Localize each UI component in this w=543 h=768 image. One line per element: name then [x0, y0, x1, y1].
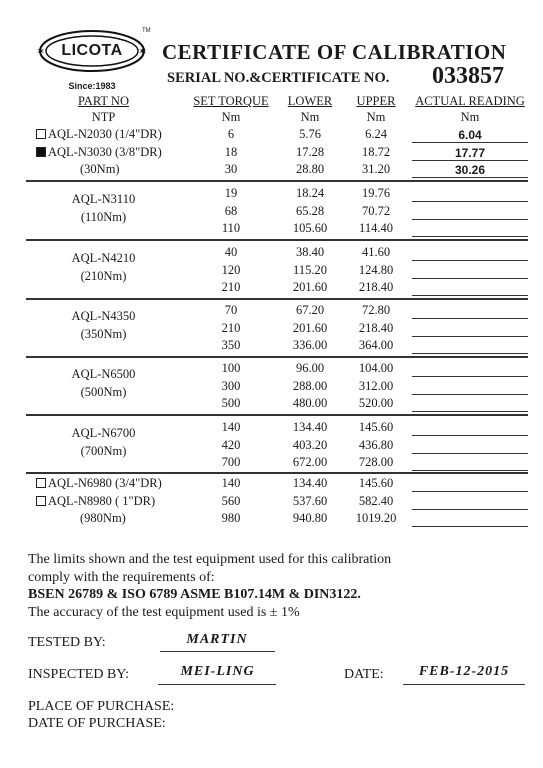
- part-rating: (500Nm): [80, 384, 127, 399]
- serial-label: SERIAL NO.&CERTIFICATE NO.: [167, 70, 390, 86]
- svg-text:✶: ✶: [36, 45, 46, 58]
- lower-limit-value: 5.76: [299, 127, 321, 141]
- set-torque-value: 300: [221, 378, 241, 393]
- actual-reading-field[interactable]: [412, 376, 528, 377]
- part-label: [36, 145, 162, 160]
- tested-by-signature: MARTIN: [186, 632, 248, 647]
- part-label: [80, 511, 126, 526]
- part-label: [80, 162, 120, 177]
- inspected-by-label: INSPECTED BY:: [28, 667, 130, 682]
- part-label: [36, 476, 162, 491]
- lower-limit-value: 940.80: [292, 511, 328, 525]
- date-line: [403, 684, 525, 685]
- part-label-text: AQL-N8980 ( 1"DR): [48, 493, 156, 508]
- lower-limit-value: 537.60: [292, 493, 328, 508]
- part-rating: (350Nm): [80, 326, 127, 341]
- upper-limit-value: 104.00: [358, 361, 394, 375]
- subheader-upper-unit: Nm: [366, 110, 386, 124]
- upper-limit-value: 520.00: [358, 396, 394, 410]
- upper-limit-value: 145.60: [358, 420, 394, 434]
- place-of-purchase-label: PLACE OF PURCHASE:: [28, 699, 175, 714]
- actual-reading-field[interactable]: [412, 142, 528, 143]
- set-torque-value: 110: [221, 221, 241, 235]
- lower-limit-value: 134.40: [292, 476, 328, 490]
- certificate-title: CERTIFICATE OF CALIBRATION: [162, 40, 507, 64]
- lower-limit-value: 28.80: [295, 162, 325, 176]
- actual-reading-field[interactable]: [412, 453, 528, 454]
- lower-limit-value: 672.00: [292, 455, 328, 469]
- group-divider: [26, 298, 528, 300]
- upper-limit-value: 728.00: [358, 455, 394, 469]
- set-torque-value: 500: [221, 396, 241, 410]
- lower-limit-value: 403.20: [292, 437, 328, 452]
- upper-limit-value: 218.40: [358, 320, 394, 335]
- date-value: FEB-12-2015: [418, 664, 510, 679]
- upper-limit-value: 145.60: [358, 476, 394, 490]
- actual-reading-field[interactable]: [412, 260, 528, 261]
- set-torque-value: 30: [224, 162, 238, 176]
- actual-reading-field[interactable]: [412, 236, 528, 237]
- upper-limit-value: 218.40: [358, 280, 394, 294]
- set-torque-value: 40: [224, 245, 238, 259]
- upper-limit-value: 31.20: [361, 162, 391, 176]
- lower-limit-value: 96.00: [295, 361, 325, 375]
- group-divider: [26, 472, 528, 474]
- upper-limit-value: 582.40: [358, 493, 394, 508]
- lower-limit-value: 65.28: [295, 203, 325, 218]
- actual-reading-field[interactable]: [412, 336, 528, 337]
- set-torque-value: 19: [224, 186, 238, 200]
- actual-reading-field[interactable]: [412, 470, 528, 471]
- actual-reading-field[interactable]: [412, 295, 528, 296]
- set-torque-value: 140: [221, 476, 241, 490]
- upper-limit-value: 1019.20: [355, 511, 397, 525]
- subheader-actual-unit: Nm: [460, 110, 480, 124]
- logo-brand-text: LICOTA: [61, 42, 123, 59]
- actual-reading-field[interactable]: [412, 278, 528, 279]
- part-label-text: (980Nm): [80, 511, 126, 525]
- set-torque-value: 6: [227, 127, 235, 141]
- date-label: DATE:: [344, 667, 384, 682]
- actual-reading-field[interactable]: [412, 353, 528, 354]
- header-lower: LOWER: [287, 94, 333, 108]
- actual-reading-field[interactable]: [412, 177, 528, 178]
- group-divider: [26, 239, 528, 241]
- lower-limit-value: 134.40: [292, 420, 328, 434]
- set-torque-value: 980: [221, 511, 241, 525]
- part-rating: (210Nm): [80, 268, 127, 283]
- inspected-by-line: [158, 684, 276, 685]
- part-rating: (700Nm): [80, 443, 127, 458]
- actual-reading-field[interactable]: [412, 201, 528, 202]
- subheader-ntp: NTP: [91, 110, 116, 124]
- since-text: Since:1983: [68, 81, 116, 91]
- checkbox-checked[interactable]: [36, 147, 46, 157]
- set-torque-value: 140: [221, 420, 241, 434]
- lower-limit-value: 336.00: [292, 338, 328, 352]
- lower-limit-value: 17.28: [295, 144, 325, 159]
- part-label: [36, 494, 155, 509]
- lower-limit-value: 201.60: [292, 320, 328, 335]
- lower-limit-value: 38.40: [295, 245, 325, 259]
- inspected-by-signature: MEI-LING: [180, 664, 255, 679]
- header-upper: UPPER: [356, 94, 396, 108]
- set-torque-value: 560: [221, 493, 241, 508]
- set-torque-value: 100: [221, 361, 241, 375]
- set-torque-value: 70: [224, 303, 238, 317]
- trademark-mark: TM: [142, 28, 151, 34]
- part-label-text: AQL-N6980 (3/4"DR): [48, 476, 162, 490]
- actual-reading-field[interactable]: [412, 509, 528, 510]
- subheader-lower-unit: Nm: [300, 110, 320, 124]
- set-torque-value: 210: [221, 320, 241, 335]
- part-number: AQL-N3110: [71, 192, 136, 206]
- actual-reading-value: 6.04: [458, 128, 482, 142]
- set-torque-value: 210: [221, 280, 241, 294]
- part-number: AQL-N4210: [71, 251, 136, 265]
- lower-limit-value: 288.00: [292, 378, 328, 393]
- checkbox[interactable]: [36, 478, 46, 488]
- upper-limit-value: 72.80: [361, 303, 391, 317]
- part-label-text: (30Nm): [80, 162, 120, 176]
- upper-limit-value: 6.24: [365, 127, 387, 141]
- upper-limit-value: 312.00: [358, 378, 394, 393]
- actual-reading-field[interactable]: [412, 394, 528, 395]
- lower-limit-value: 480.00: [292, 396, 328, 410]
- accuracy-line: The accuracy of the test equipment used is ± 1%: [28, 605, 300, 620]
- actual-reading-field[interactable]: [412, 219, 528, 220]
- set-torque-value: 120: [221, 262, 241, 277]
- standards-line: BSEN 26789 & ISO 6789 ASME B107.14M & DIN3122.: [28, 587, 361, 602]
- actual-reading-value: 17.77: [454, 145, 486, 160]
- actual-reading-field[interactable]: [412, 526, 528, 527]
- upper-limit-value: 436.80: [358, 437, 394, 452]
- upper-limit-value: 70.72: [361, 203, 391, 218]
- checkbox[interactable]: [36, 129, 46, 139]
- actual-reading-value: 30.26: [454, 163, 486, 177]
- serial-number: 033857: [432, 63, 504, 89]
- date-of-purchase-label: DATE OF PURCHASE:: [28, 716, 166, 731]
- actual-reading-field[interactable]: [412, 491, 528, 492]
- note-line-1: The limits shown and the test equipment used for this calibration: [28, 552, 392, 567]
- set-torque-value: 68: [224, 203, 238, 218]
- svg-text:✶: ✶: [138, 45, 148, 58]
- upper-limit-value: 19.76: [361, 186, 391, 200]
- actual-reading-field[interactable]: [412, 435, 528, 436]
- lower-limit-value: 201.60: [292, 280, 328, 294]
- lower-limit-value: 18.24: [295, 186, 325, 200]
- part-label-text: AQL-N2030 (1/4"DR): [48, 127, 162, 141]
- lower-limit-value: 67.20: [295, 303, 325, 317]
- header-actual-reading: ACTUAL READING: [415, 94, 525, 108]
- set-torque-value: 420: [221, 437, 241, 452]
- part-label: [36, 127, 162, 142]
- subheader-set-unit: Nm: [221, 110, 241, 124]
- part-number: AQL-N6700: [71, 426, 136, 440]
- upper-limit-value: 18.72: [361, 144, 391, 159]
- header-part-no: PART NO: [77, 94, 129, 108]
- actual-reading-field[interactable]: [412, 318, 528, 319]
- group-divider: [26, 356, 528, 358]
- group-divider: [26, 180, 528, 182]
- licota-logo: [30, 25, 154, 97]
- checkbox[interactable]: [36, 496, 46, 506]
- part-rating: (110Nm): [80, 209, 127, 224]
- actual-reading-field[interactable]: [412, 411, 528, 412]
- upper-limit-value: 41.60: [361, 245, 391, 259]
- upper-limit-value: 124.80: [358, 262, 394, 277]
- part-label-text: AQL-N3030 (3/8"DR): [48, 144, 162, 159]
- lower-limit-value: 105.60: [292, 221, 328, 235]
- set-torque-value: 350: [221, 338, 241, 352]
- group-divider: [26, 414, 528, 416]
- part-number: AQL-N6500: [71, 367, 136, 381]
- upper-limit-value: 114.40: [359, 221, 393, 235]
- tested-by-line: [160, 651, 275, 652]
- note-line-2: comply with the requirements of:: [28, 570, 215, 585]
- upper-limit-value: 364.00: [358, 338, 394, 352]
- actual-reading-field[interactable]: [412, 160, 528, 161]
- set-torque-value: 18: [224, 144, 238, 159]
- set-torque-value: 700: [221, 455, 241, 469]
- tested-by-label: TESTED BY:: [28, 635, 106, 650]
- lower-limit-value: 115.20: [293, 262, 327, 277]
- header-set-torque: SET TORQUE: [193, 94, 269, 108]
- part-number: AQL-N4350: [71, 309, 136, 323]
